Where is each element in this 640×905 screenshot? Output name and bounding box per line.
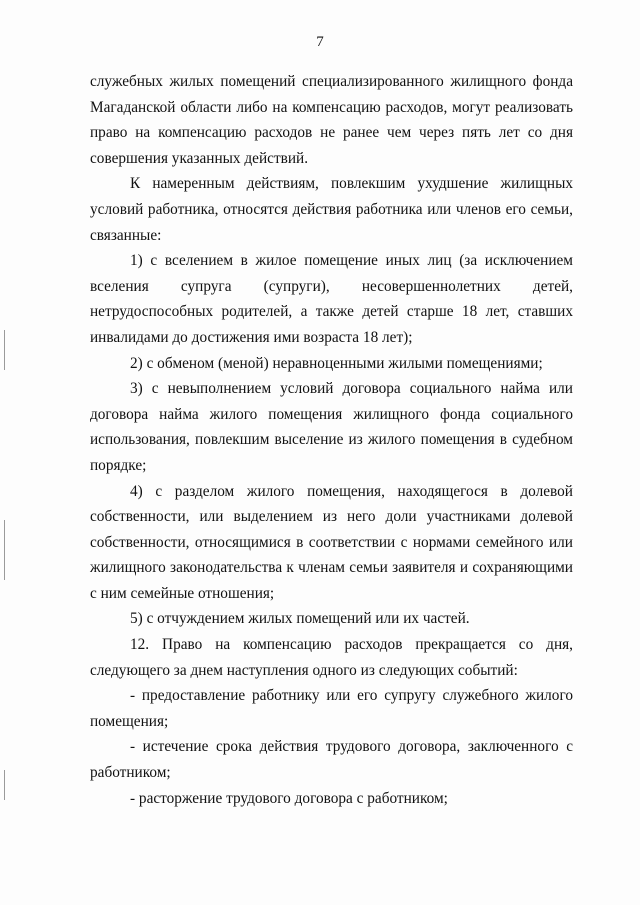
list-item-3: 3) с невыполнением условий договора социального найма или договора найма жилого помещения жилищного фонда социального использования, повлекшим выселение из жилого помещения в судебном порядке; (90, 380, 573, 474)
scan-edge-mark (4, 770, 5, 800)
scan-edge-mark (4, 330, 5, 370)
list-item-2: 2) с обменом (меной) неравноценными жилыми помещениями; (130, 354, 543, 372)
termination-item-contract-expiry: - истечение срока действия трудового договора, заключенного с работником; (90, 738, 573, 782)
page-number: 7 (316, 34, 324, 50)
termination-item-housing: - предоставление работнику или его супругу служебного жилого помещения; (90, 687, 573, 730)
list-item-4: 4) с разделом жилого помещения, находящегося в долевой собственности, или выделением из него доли участниками долевой собственности, относящимися в соответствии с нормами семейного или жилищного законодательства к членам семьи заявителя и сохраняющими с ним семейные отношения; (90, 482, 573, 602)
paragraph-continuation: служебных жилых помещений специализированного жилищного фонда Магаданской области либо на компенсацию расходов, могут реализовать право на компенсацию расходов не ранее чем через пять лет со дня совершения указанных действий. (90, 73, 573, 167)
list-item-5: 5) с отчуждением жилых помещений или их частей. (130, 610, 470, 628)
paragraph-intentional-actions: К намеренным действиям, повлекшим ухудшение жилищных условий работника, относятся действия работника или членов его семьи, связанные: (90, 175, 573, 244)
termination-item-contract-termination: - расторжение трудового договора с работником; (130, 789, 448, 807)
scan-edge-mark (4, 520, 5, 580)
list-item-1: 1) с вселением в жилое помещение иных лиц (за исключением вселения супруга (супруги), несовершеннолетних детей, нетрудоспособных родителей, а также детей старше 18 лет, ставших инвалидами до достижения ими возраста 18 лет); (90, 252, 573, 346)
document-body (90, 69, 573, 811)
paragraph-section-12: 12. Право на компенсацию расходов прекращается со дня, следующего за днем наступления одного из следующих событий: (90, 636, 573, 679)
